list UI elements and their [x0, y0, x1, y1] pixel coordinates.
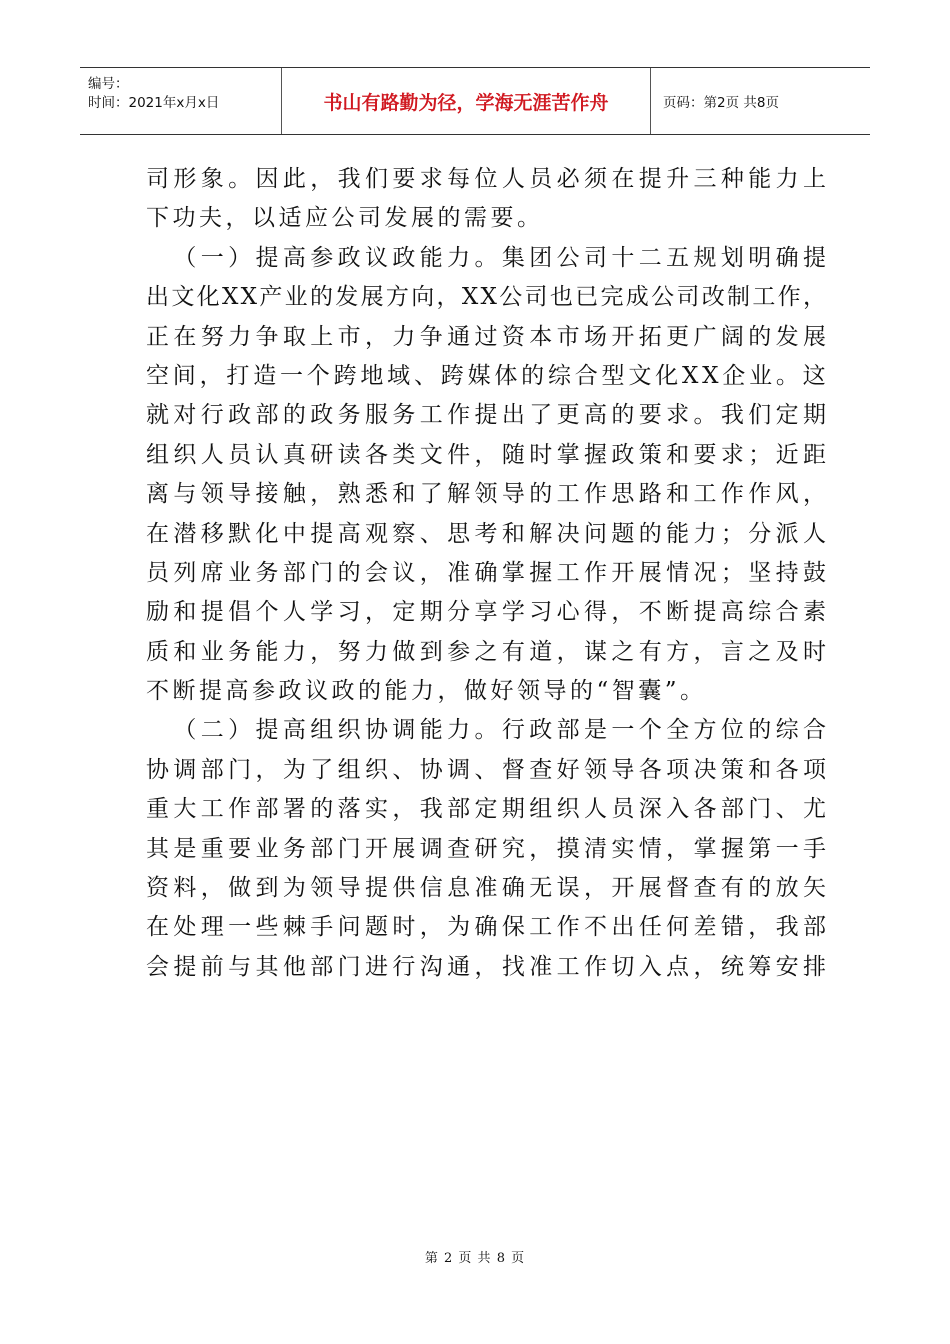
- text-line: 重 大 工 作 部 署 的 落 实 ， 我 部 定 期 组 织 人 员 深 入 各 部 门 、 尤: [146, 796, 826, 823]
- text-line: 质 和 业 务 能 力 ， 努 力 做 到 参 之 有 道 ， 谋 之 有 方 ， 言 之 及 时: [146, 638, 826, 665]
- text-line: 空 间 ， 打 造 一 个 跨 地 域 、 跨 媒 体 的 综 合 型 文 化 X X 企 业 。 这: [146, 362, 826, 389]
- text-line: （ 一 ） 提 高 参 政 议 政 能 力 。 集 团 公 司 十 二 五 规 划 明 确 提: [173, 244, 826, 271]
- text-line: 组 织 人 员 认 真 研 读 各 类 文 件 ， 随 时 掌 握 政 策 和 要 求 ； 近 距: [146, 441, 826, 468]
- page-footer: 第 2 页 共 8 页: [424, 1251, 526, 1266]
- text-line: 就 对 行 政 部 的 政 务 服 务 工 作 提 出 了 更 高 的 要 求 。 我 们 定 期: [146, 402, 826, 429]
- text-line: 员 列 席 业 务 部 门 的 会 议 ， 准 确 掌 握 工 作 开 展 情 况 ； 坚 持 鼓: [146, 559, 826, 586]
- text-line: 励 和 提 倡 个 人 学 习 ， 定 期 分 享 学 习 心 得 ， 不 断 提 高 综 合 素: [146, 599, 826, 626]
- document-body: [146, 160, 826, 987]
- header-meta-cell: [80, 68, 282, 134]
- header-motto-cell: [282, 68, 651, 134]
- text-line: 离 与 领 导 接 触 ， 熟 悉 和 了 解 领 导 的 工 作 思 路 和 工 作 作 风 ，: [146, 481, 826, 508]
- text-line: 出 文 化 X X 产 业 的 发 展 方 向 ， X X 公 司 也 已 完 成 公 司 改 制 工 作 ，: [146, 284, 826, 311]
- text-line: 协 调 部 门 ， 为 了 组 织 、 协 调 、 督 查 好 领 导 各 项 决 策 和 各 项: [146, 756, 826, 783]
- text-line: 下功夫，以适应公司发展的需要。: [146, 205, 544, 232]
- text-line: 其 是 重 要 业 务 部 门 开 展 调 查 研 究 ， 摸 清 实 情 ， 掌 握 第 一 手: [146, 835, 826, 862]
- text-line: 在 处 理 一 些 棘 手 问 题 时 ， 为 确 保 工 作 不 出 任 何 差 错 ， 我 部: [146, 914, 826, 941]
- text-line: 会 提 前 与 其 他 部 门 进 行 沟 通 ， 找 准 工 作 切 入 点 ， 统 筹 安 排: [146, 953, 826, 980]
- document-header: [80, 67, 870, 135]
- text-line: 正 在 努 力 争 取 上 市 ， 力 争 通 过 资 本 市 场 开 拓 更 广 阔 的 发 展: [146, 323, 826, 350]
- text-line: （ 二 ） 提 高 组 织 协 调 能 力 。 行 政 部 是 一 个 全 方 位 的 综 合: [173, 717, 826, 744]
- text-line: 资 料 ， 做 到 为 领 导 提 供 信 息 准 确 无 误 ， 开 展 督 查 有 的 放 矢: [146, 875, 826, 902]
- time-label: 时间：2021年x月x日: [88, 95, 220, 111]
- number-label: 编号：: [88, 76, 129, 92]
- text-line: 在 潜 移 默 化 中 提 高 观 察 、 思 考 和 解 决 问 题 的 能 力 ； 分 派 人: [146, 520, 826, 547]
- motto-text: 书山有路勤为径，学海无涯苦作舟: [323, 91, 609, 114]
- text-line: 司 形 象 。 因 此 ， 我 们 要 求 每 位 人 员 必 须 在 提 升 三 种 能 力 上: [146, 166, 826, 192]
- page-info: 页码：第2页 共8页: [663, 95, 779, 111]
- text-line: 不断提高参政议政的能力，做好领导的“智囊”。: [146, 678, 707, 705]
